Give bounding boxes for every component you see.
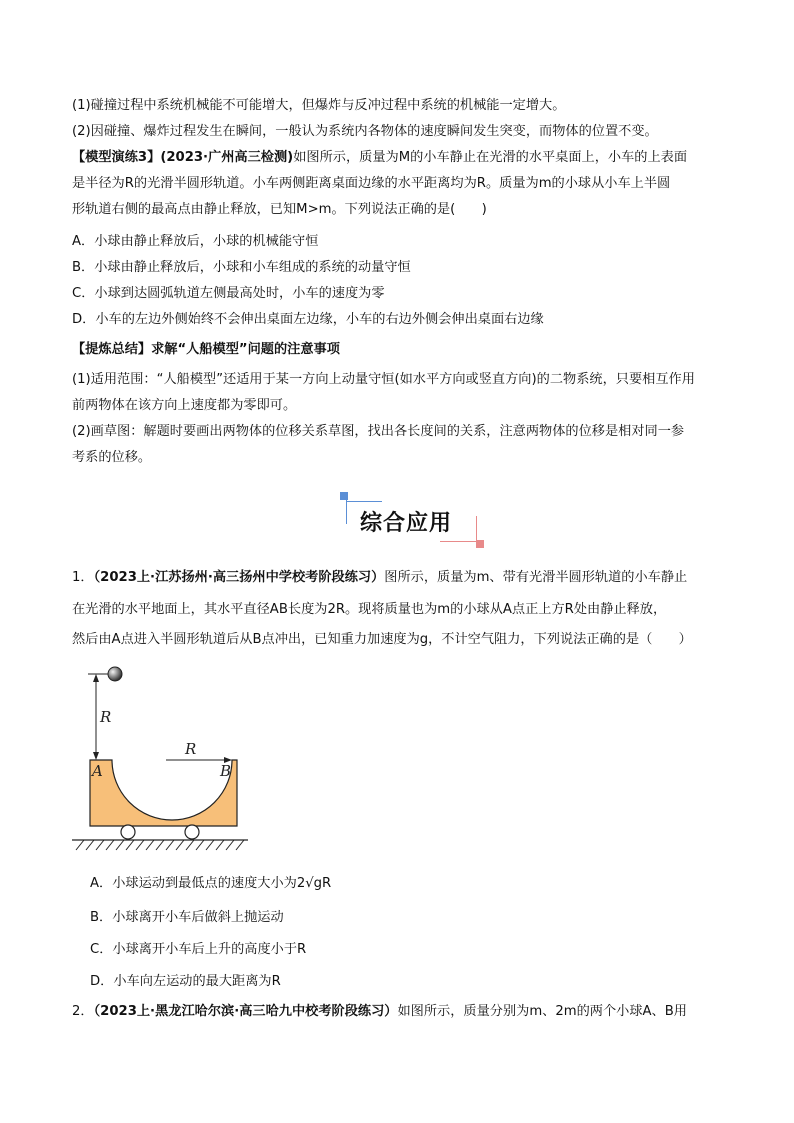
section-deco-blue-hline (346, 501, 382, 502)
q2-number: 2． (72, 1004, 94, 1019)
height-label: R (100, 708, 112, 726)
note-2: (2)因碰撞、爆炸过程发生在瞬间，一般认为系统内各物体的速度瞬间发生突变，而物体的位置不变。 (72, 124, 658, 139)
q1-source: （2023上·江苏扬州·高三扬州中学校考阶段练习） (93, 570, 385, 585)
q2-line-1 (72, 1002, 687, 1022)
summary-line-2: 前两物体在该方向上速度都为零即可。 (72, 398, 297, 413)
q2-text: 如图所示，质量分别为m、2m的两个小球A、B用 (397, 1004, 687, 1019)
exercise3-line-3: 形轨道右侧的最高点由静止释放，已知M>m。下列说法正确的是( ) (72, 202, 487, 217)
exercise3-option-b: B．小球由静止释放后，小球和小车组成的系统的动量守恒 (72, 260, 411, 275)
section-deco-red-hline (440, 541, 478, 542)
height-arrow-head-bottom (93, 752, 99, 760)
section-title: 综合应用 (360, 511, 453, 536)
ground-hatching (76, 840, 244, 850)
wheel-left (121, 825, 135, 839)
summary-line-1: (1)适用范围：“人船模型”还适用于某一方向上动量守恒(如水平方向或竖直方向)的二物系统，只要相互作用 (72, 372, 695, 387)
q1-line-2: 在光滑的水平地面上，其水平直径AB长度为2R。现将质量也为m的小球从A点正上方R处由静止释放， (72, 602, 667, 617)
summary-line-4: 考系的位移。 (72, 450, 152, 465)
q1-option-d: D．小车向左运动的最大距离为R (90, 974, 281, 989)
q1-option-a: A．小球运动到最低点的速度大小为2√gR (90, 876, 332, 891)
wheel-right (185, 825, 199, 839)
radius-label: R (185, 740, 197, 758)
exercise3-line-1 (72, 148, 687, 168)
q1-line-1 (72, 568, 687, 588)
exercise3-option-c: C．小球到达圆弧轨道左侧最高处时，小车的速度为零 (72, 286, 385, 301)
exercise3-option-d: D．小车的左边外侧始终不会伸出桌面左边缘，小车的右边外侧会伸出桌面右边缘 (72, 312, 544, 327)
exercise3-source: (2023·广州高三检测) (160, 150, 294, 165)
q1-option-b: B．小球离开小车后做斜上抛运动 (90, 910, 284, 925)
point-a-label: A (92, 762, 103, 780)
q1-figure (70, 660, 260, 860)
exercise3-option-a: A．小球由静止释放后，小球的机械能守恒 (72, 234, 319, 249)
point-b-label: B (220, 762, 232, 780)
height-arrow-head-top (93, 674, 99, 682)
exercise3-text-1: 如图所示，质量为M的小车静止在光滑的水平桌面上，小车的上表面 (293, 150, 688, 165)
summary-heading (72, 340, 340, 360)
ball (108, 667, 122, 681)
q1-line-3: 然后由A点进入半圆形轨道后从B点冲出，已知重力加速度为g，不计空气阻力，下列说法正确的是（ ） (72, 632, 692, 647)
summary-line-3: (2)画草图：解题时要画出两物体的位移关系草图，找出各长度间的关系，注意两物体的位移是相对同一参 (72, 424, 685, 439)
q1-text-1: 图所示，质量为m、带有光滑半圆形轨道的小车静止 (384, 570, 688, 585)
exercise3-label: 【模型演练3】 (72, 150, 161, 165)
section-deco-red-square (476, 540, 484, 548)
q1-number: 1． (72, 570, 94, 585)
cart-body (90, 760, 237, 826)
exercise3-line-2: 是半径为R的光滑半圆形轨道。小车两侧距离桌面边缘的水平距离均为R。质量为m的小球从小车上半圆 (72, 176, 671, 191)
note-1: (1)碰撞过程中系统机械能不可能增大，但爆炸与反冲过程中系统的机械能一定增大。 (72, 98, 566, 113)
q1-option-c: C．小球离开小车后上升的高度小于R (90, 942, 307, 957)
summary-title: 求解“人船模型”问题的注意事项 (151, 342, 340, 357)
summary-label: 【提炼总结】 (72, 342, 152, 357)
q2-source: （2023上·黑龙江哈尔滨·高三哈九中校考阶段练习） (93, 1004, 398, 1019)
